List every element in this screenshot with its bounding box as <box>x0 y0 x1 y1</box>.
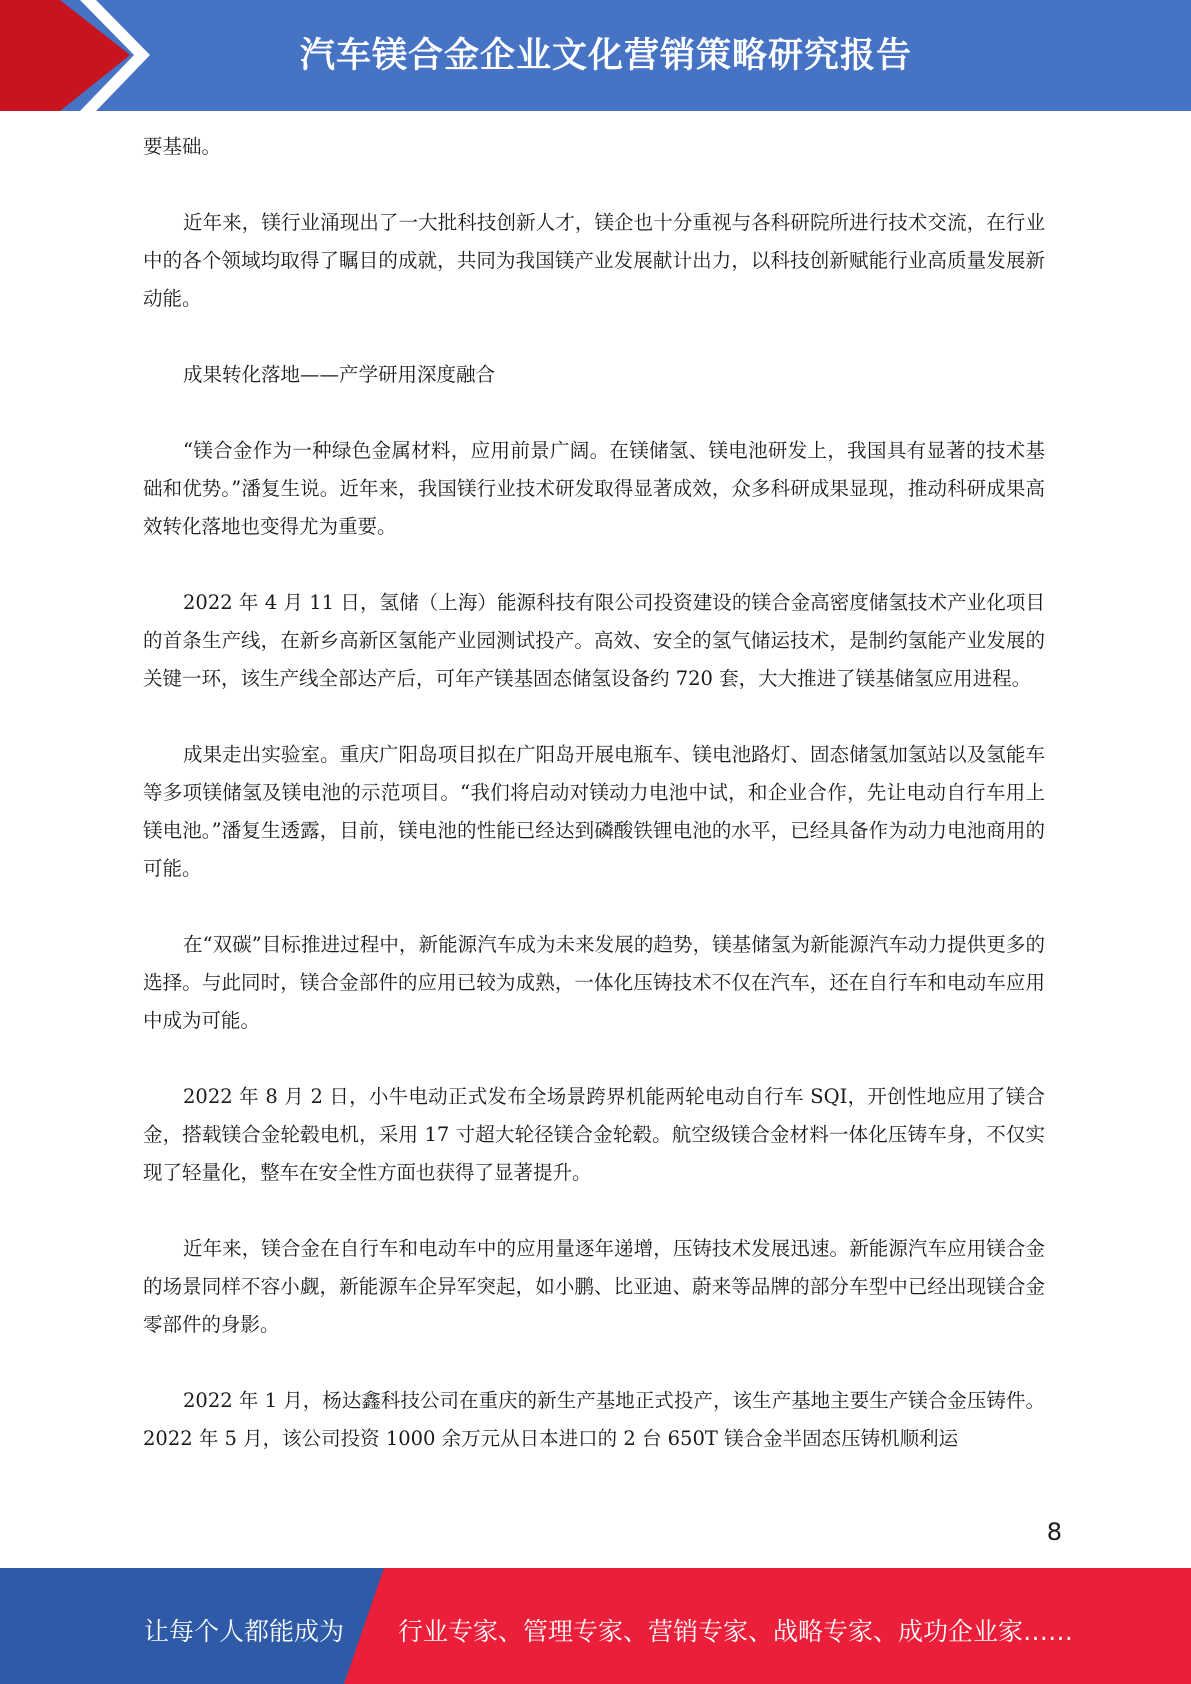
footer-slogan-right: 行业专家、管理专家、营销专家、战略专家、成功企业家…… <box>398 1617 1074 1646</box>
footer-slogan-left: 让每个人都能成为 <box>144 1617 345 1646</box>
paragraph: 近年来，镁合金在自行车和电动车中的应用量逐年递增，压铸技术发展迅速。新能源汽车应用镁合金的场景同样不容小觑，新能源车企异军突起，如小鹏、比亚迪、蔚来等品牌的部分车型中已经出现镁合金零部件的身影。 <box>143 1237 1045 1336</box>
page-footer <box>0 1568 1191 1684</box>
paragraph: 2022 年 1 月，杨达鑫科技公司在重庆的新生产基地正式投产，该生产基地主要生产镁合金压铸件。2022 年 5 月，该公司投资 1000 余万元从日本进口的 2 台 650T 镁合金半固态压铸机顺利运 <box>143 1389 1045 1450</box>
paragraph: 近年来，镁行业涌现出了一大批科技创新人才，镁企也十分重视与各科研院所进行技术交流，在行业中的各个领域均取得了瞩目的成就，共同为我国镁产业发展献计出力，以科技创新赋能行业高质量发展新动能。 <box>143 211 1045 310</box>
paragraph: 要基础。 <box>143 135 222 158</box>
article-body <box>143 128 1045 1496</box>
report-title: 汽车镁合金企业文化营销策略研究报告 <box>300 36 913 76</box>
paragraph: 在“双碳”目标推进过程中，新能源汽车成为未来发展的趋势，镁基储氢为新能源汽车动力提供更多的选择。与此同时，镁合金部件的应用已较为成熟，一体化压铸技术不仅在汽车，还在自行车和电动车应用中成为可能。 <box>143 933 1045 1032</box>
paragraph: 2022 年 4 月 11 日，氢储（上海）能源科技有限公司投资建设的镁合金高密度储氢技术产业化项目的首条生产线，在新乡高新区氢能产业园测试投产。高效、安全的氢气储运技术，是制约氢能产业发展的关键一环，该生产线全部达产后，可年产镁基固态储氢设备约 720 套，大大推进了镁基储氢应用进程。 <box>143 591 1045 690</box>
paragraph: “镁合金作为一种绿色金属材料，应用前景广阔。在镁储氢、镁电池研发上，我国具有显著的技术基础和优势。”潘复生说。近年来，我国镁行业技术研发取得显著成效，众多科研成果显现，推动科研成果高效转化落地也变得尤为重要。 <box>143 439 1045 538</box>
page-number: 8 <box>1046 1518 1062 1546</box>
paragraph: 成果走出实验室。重庆广阳岛项目拟在广阳岛开展电瓶车、镁电池路灯、固态储氢加氢站以及氢能车等多项镁储氢及镁电池的示范项目。“我们将启动对镁动力电池中试，和企业合作，先让电动自行车用上镁电池。”潘复生透露，目前，镁电池的性能已经达到磷酸铁锂电池的水平，已经具备作为动力电池商用的可能。 <box>143 743 1045 880</box>
paragraph: 2022 年 8 月 2 日，小牛电动正式发布全场景跨界机能两轮电动自行车 SQI，开创性地应用了镁合金，搭载镁合金轮毂电机，采用 17 寸超大轮径镁合金轮毂。航空级镁合金材料一体化压铸车身，不仅实现了轻量化，整车在安全性方面也获得了显著提升。 <box>143 1085 1045 1184</box>
page-header <box>0 0 1191 111</box>
section-heading: 成果转化落地——产学研用深度融合 <box>183 363 496 386</box>
